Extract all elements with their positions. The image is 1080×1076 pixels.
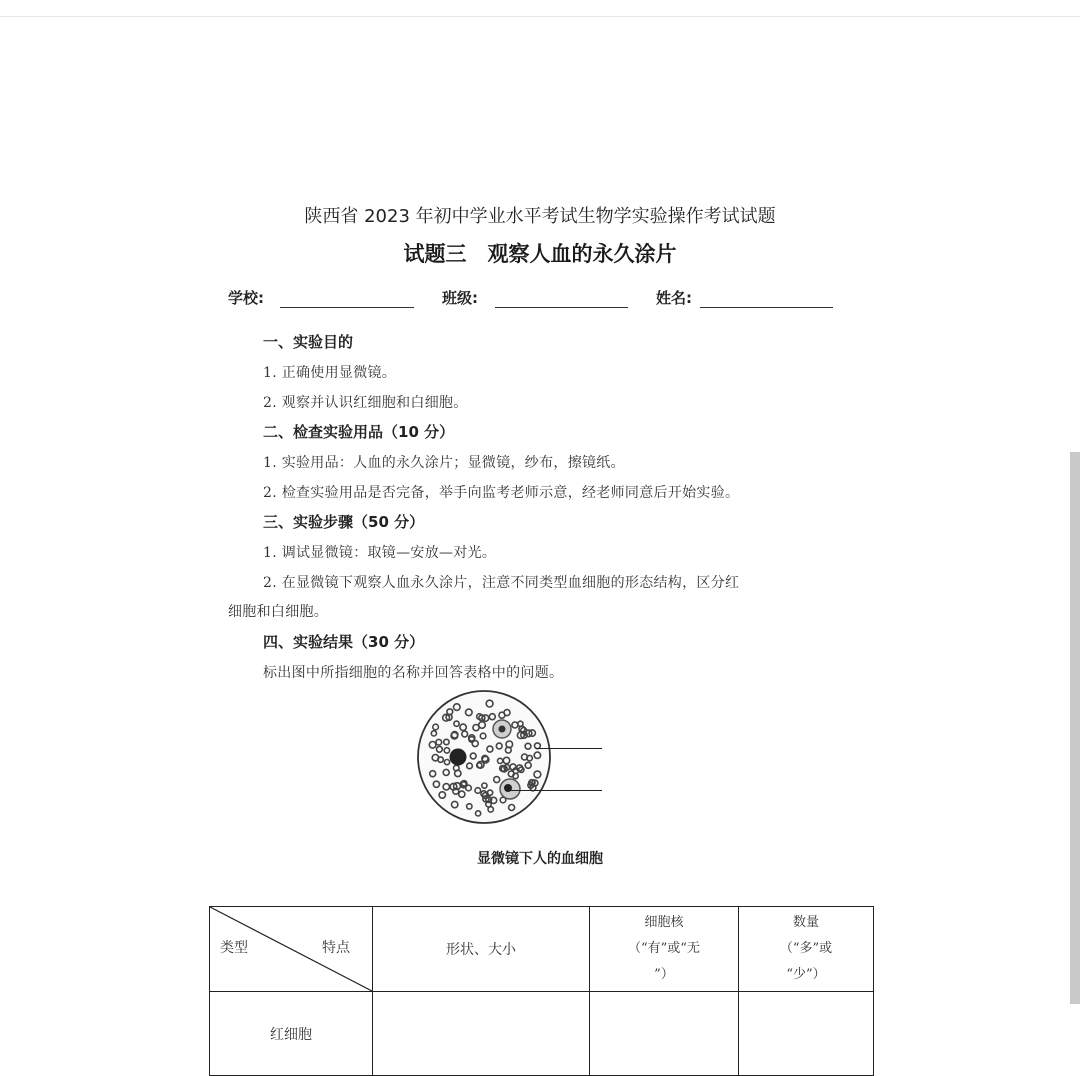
name-blank[interactable] [700,307,833,308]
section-heading: 三、实验步骤（50 分） [263,513,425,531]
figure-caption: 显微镜下人的血细胞 [477,851,603,867]
name-label: 姓名: [656,289,692,307]
answer-cell[interactable] [590,992,739,1076]
answer-cell[interactable] [739,992,874,1076]
school-blank[interactable] [280,307,414,308]
document-title: 陕西省 2023 年初中学业水平考试生物学实验操作考试试题 [304,206,776,227]
scrollbar[interactable] [1070,452,1080,1004]
answer-cell[interactable] [373,992,590,1076]
header-shape: 形状、大小 [373,907,590,992]
section-line: 细胞和白细胞。 [228,604,329,620]
school-label: 学校: [228,289,264,307]
section-line: 1. 正确使用显微镜。 [263,365,397,381]
document-subtitle: 试题三 观察人血的永久涂片 [403,242,677,266]
header-nucleus: 细胞核 （“有”或“无 ”） [590,907,739,992]
class-blank[interactable] [495,307,628,308]
section-heading: 一、实验目的 [263,333,354,351]
blood-cell-micrograph [414,687,554,827]
section-heading: 二、检查实验用品（10 分） [263,423,455,441]
section-heading: 四、实验结果（30 分） [263,633,425,651]
results-table [209,906,874,1076]
white-blood-cell [450,749,466,765]
diagonal-header-cell [210,907,373,992]
section-line: 2. 在显微镜下观察人血永久涂片，注意不同类型血细胞的形态结构，区分红 [263,575,740,591]
class-label: 班级: [442,289,478,307]
pointer-line [505,790,602,791]
row-label-red-cell: 红细胞 [210,992,373,1076]
section-line: 2. 检查实验用品是否完备，举手向监考老师示意，经老师同意后开始实验。 [263,485,740,501]
header-count: 数量 （“多”或 “少”） [739,907,874,992]
section-line: 标出图中所指细胞的名称并回答表格中的问题。 [263,665,564,681]
header-feature: 特点 [322,940,350,956]
section-line: 1. 调试显微镜：取镜—安放—对光。 [263,545,497,561]
section-line: 1. 实验用品：人血的永久涂片；显微镜，纱布，擦镜纸。 [263,455,625,471]
section-line: 2. 观察并认识红细胞和白细胞。 [263,395,468,411]
header-type: 类型 [220,940,248,956]
pointer-line [536,748,602,749]
top-divider [0,16,1080,17]
